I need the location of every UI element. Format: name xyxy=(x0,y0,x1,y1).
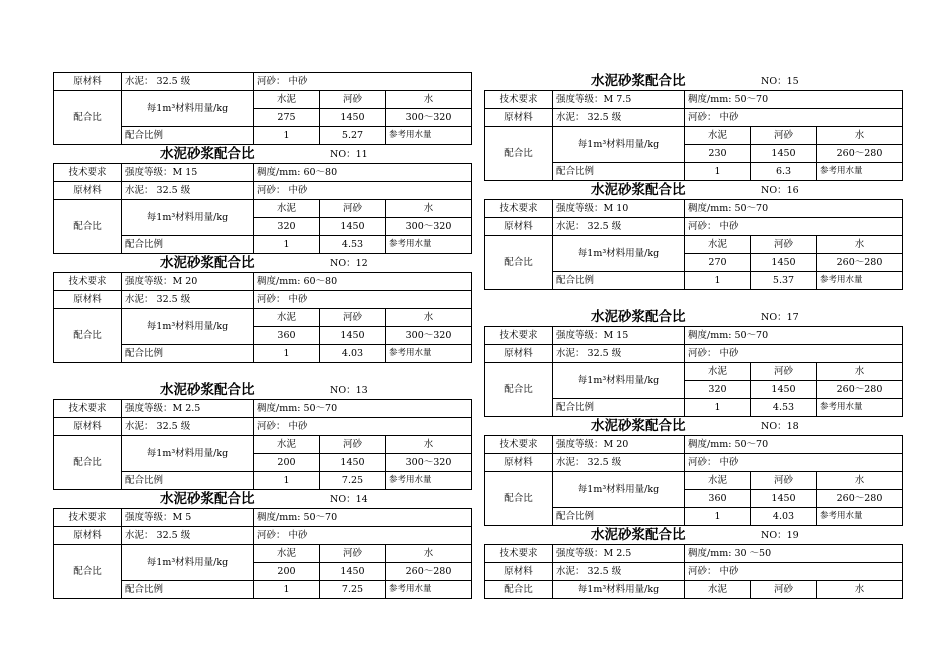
cement-header: 水泥 xyxy=(685,363,751,381)
block-title-row xyxy=(53,381,471,399)
block-title-row xyxy=(484,417,902,435)
block-number: NO：11 xyxy=(330,149,368,160)
cement-header: 水泥 xyxy=(254,545,320,563)
mix-ratio-label: 配合比 xyxy=(54,200,122,254)
mix-table xyxy=(53,72,472,145)
sand-value: 1450 xyxy=(320,327,386,345)
reference-water: 参考用水量 xyxy=(817,163,903,181)
ratio-label: 配合比例 xyxy=(553,508,685,526)
cement-value: 270 xyxy=(685,254,751,272)
ratio-cement: 1 xyxy=(685,508,751,526)
sand-type: 河砂： 中砂 xyxy=(685,454,903,472)
cement-value: 360 xyxy=(685,490,751,508)
block-number: NO：12 xyxy=(330,258,368,269)
tech-req-label: 技术要求 xyxy=(485,436,553,454)
mix-ratio-label: 配合比 xyxy=(485,127,553,181)
cement-value: 200 xyxy=(254,454,320,472)
reference-water: 参考用水量 xyxy=(386,127,472,145)
ratio-sand: 5.27 xyxy=(320,127,386,145)
water-value: 260～280 xyxy=(386,563,472,581)
ratio-sand: 7.25 xyxy=(320,472,386,490)
water-value: 260～280 xyxy=(817,381,903,399)
mix-ratio-label: 配合比 xyxy=(54,545,122,599)
cement-value: 230 xyxy=(685,145,751,163)
reference-water: 参考用水量 xyxy=(817,272,903,290)
block-title-row xyxy=(53,145,471,163)
strength-grade: 强度等级：M 20 xyxy=(553,436,685,454)
tech-req-label: 技术要求 xyxy=(54,509,122,527)
water-header: 水 xyxy=(817,581,903,599)
water-header: 水 xyxy=(386,200,472,218)
sand-type: 河砂： 中砂 xyxy=(685,109,903,127)
mix-table xyxy=(484,90,903,181)
sand-type: 河砂： 中砂 xyxy=(685,345,903,363)
sand-type: 河砂： 中砂 xyxy=(685,218,903,236)
consistency: 稠度/mm: 30 ～50 xyxy=(685,545,903,563)
block-number: NO：13 xyxy=(330,385,368,396)
mix-ratio-label: 配合比 xyxy=(54,309,122,363)
cement-grade: 水泥： 32.5 级 xyxy=(122,73,254,91)
mix-table xyxy=(53,272,472,363)
reference-water: 参考用水量 xyxy=(817,508,903,526)
ratio-cement: 1 xyxy=(685,272,751,290)
mix-ratio-label: 配合比 xyxy=(485,236,553,290)
raw-material-label: 原材料 xyxy=(485,563,553,581)
sand-header: 河砂 xyxy=(751,236,817,254)
consistency: 稠度/mm: 50～70 xyxy=(685,327,903,345)
block-title: 水泥砂浆配合比 xyxy=(591,73,686,89)
block-title-row xyxy=(484,181,902,199)
usage-label: 每1m³材料用量/kg xyxy=(122,91,254,127)
water-header: 水 xyxy=(386,91,472,109)
raw-material-label: 原材料 xyxy=(54,418,122,436)
sand-type: 河砂： 中砂 xyxy=(254,527,472,545)
block-title-row xyxy=(53,254,471,272)
block-number: NO：19 xyxy=(761,530,799,541)
sand-header: 河砂 xyxy=(320,200,386,218)
mix-ratio-label: 配合比 xyxy=(54,436,122,490)
ratio-cement: 1 xyxy=(685,399,751,417)
block-title-row xyxy=(484,308,902,326)
cement-value: 200 xyxy=(254,563,320,581)
ratio-cement: 1 xyxy=(254,581,320,599)
water-value: 260～280 xyxy=(817,490,903,508)
ratio-cement: 1 xyxy=(254,345,320,363)
usage-label: 每1m³材料用量/kg xyxy=(122,200,254,236)
sand-value: 1450 xyxy=(320,454,386,472)
cement-value: 320 xyxy=(254,218,320,236)
ratio-sand: 7.25 xyxy=(320,581,386,599)
usage-label: 每1m³材料用量/kg xyxy=(122,309,254,345)
mix-table xyxy=(53,163,472,254)
reference-water: 参考用水量 xyxy=(386,472,472,490)
block-title-row xyxy=(53,490,471,508)
ratio-label: 配合比例 xyxy=(122,581,254,599)
tech-req-label: 技术要求 xyxy=(485,91,553,109)
block-title: 水泥砂浆配合比 xyxy=(591,309,686,325)
cement-grade: 水泥： 32.5 级 xyxy=(553,563,685,581)
cement-header: 水泥 xyxy=(685,236,751,254)
cement-value: 275 xyxy=(254,109,320,127)
cement-value: 360 xyxy=(254,327,320,345)
tech-req-label: 技术要求 xyxy=(485,200,553,218)
raw-material-label: 原材料 xyxy=(54,182,122,200)
tech-req-label: 技术要求 xyxy=(485,545,553,563)
ratio-cement: 1 xyxy=(685,163,751,181)
cement-header: 水泥 xyxy=(254,436,320,454)
consistency: 稠度/mm: 50～70 xyxy=(254,509,472,527)
sand-value: 1450 xyxy=(751,254,817,272)
raw-material-label: 原材料 xyxy=(54,73,122,91)
sand-header: 河砂 xyxy=(320,309,386,327)
block-title: 水泥砂浆配合比 xyxy=(160,146,255,162)
sand-header: 河砂 xyxy=(320,545,386,563)
reference-water: 参考用水量 xyxy=(386,236,472,254)
raw-material-label: 原材料 xyxy=(485,454,553,472)
mix-table xyxy=(484,435,903,526)
sand-type: 河砂： 中砂 xyxy=(685,563,903,581)
sand-header: 河砂 xyxy=(751,581,817,599)
raw-material-label: 原材料 xyxy=(485,345,553,363)
cement-header: 水泥 xyxy=(254,200,320,218)
strength-grade: 强度等级：M 2.5 xyxy=(553,545,685,563)
cement-grade: 水泥： 32.5 级 xyxy=(122,291,254,309)
block-number: NO：15 xyxy=(761,76,799,87)
block-number: NO：14 xyxy=(330,494,368,505)
consistency: 稠度/mm: 50～70 xyxy=(685,91,903,109)
water-value: 300～320 xyxy=(386,218,472,236)
sand-value: 1450 xyxy=(320,563,386,581)
raw-material-label: 原材料 xyxy=(485,218,553,236)
reference-water: 参考用水量 xyxy=(386,581,472,599)
water-header: 水 xyxy=(386,309,472,327)
consistency: 稠度/mm: 60～80 xyxy=(254,164,472,182)
water-header: 水 xyxy=(386,436,472,454)
block-title: 水泥砂浆配合比 xyxy=(591,418,686,434)
usage-label: 每1m³材料用量/kg xyxy=(553,363,685,399)
sand-header: 河砂 xyxy=(751,127,817,145)
sand-type: 河砂： 中砂 xyxy=(254,182,472,200)
sand-header: 河砂 xyxy=(320,91,386,109)
water-value: 260～280 xyxy=(817,145,903,163)
mix-ratio-label: 配合比 xyxy=(54,91,122,145)
sand-value: 1450 xyxy=(320,109,386,127)
consistency: 稠度/mm: 60～80 xyxy=(254,273,472,291)
ratio-label: 配合比例 xyxy=(122,472,254,490)
ratio-sand: 4.53 xyxy=(320,236,386,254)
sand-type: 河砂： 中砂 xyxy=(254,291,472,309)
block-title: 水泥砂浆配合比 xyxy=(160,491,255,507)
water-header: 水 xyxy=(386,545,472,563)
mix-table xyxy=(484,199,903,290)
mix-table xyxy=(53,508,472,599)
ratio-sand: 4.03 xyxy=(751,508,817,526)
mix-ratio-label: 配合比 xyxy=(485,363,553,417)
strength-grade: 强度等级：M 15 xyxy=(553,327,685,345)
ratio-cement: 1 xyxy=(254,127,320,145)
usage-label: 每1m³材料用量/kg xyxy=(553,472,685,508)
ratio-label: 配合比例 xyxy=(553,163,685,181)
ratio-cement: 1 xyxy=(254,472,320,490)
block-title: 水泥砂浆配合比 xyxy=(591,527,686,543)
strength-grade: 强度等级：M 7.5 xyxy=(553,91,685,109)
water-value: 300～320 xyxy=(386,454,472,472)
water-value: 260～280 xyxy=(817,254,903,272)
cement-grade: 水泥： 32.5 级 xyxy=(553,454,685,472)
water-value: 300～320 xyxy=(386,327,472,345)
usage-label: 每1m³材料用量/kg xyxy=(553,236,685,272)
block-title-row xyxy=(484,72,902,90)
tech-req-label: 技术要求 xyxy=(485,327,553,345)
strength-grade: 强度等级：M 10 xyxy=(553,200,685,218)
block-number: NO：16 xyxy=(761,185,799,196)
mix-ratio-label: 配合比 xyxy=(485,472,553,526)
right-column xyxy=(484,0,902,672)
cement-grade: 水泥： 32.5 级 xyxy=(122,182,254,200)
water-value: 300～320 xyxy=(386,109,472,127)
water-header: 水 xyxy=(817,236,903,254)
consistency: 稠度/mm: 50～70 xyxy=(685,436,903,454)
ratio-cement: 1 xyxy=(254,236,320,254)
sand-type: 河砂： 中砂 xyxy=(254,418,472,436)
strength-grade: 强度等级：M 20 xyxy=(122,273,254,291)
block-number: NO：18 xyxy=(761,421,799,432)
left-column xyxy=(53,0,471,672)
strength-grade: 强度等级：M 15 xyxy=(122,164,254,182)
tech-req-label: 技术要求 xyxy=(54,400,122,418)
ratio-label: 配合比例 xyxy=(122,236,254,254)
sand-header: 河砂 xyxy=(751,472,817,490)
tech-req-label: 技术要求 xyxy=(54,164,122,182)
mix-table xyxy=(484,326,903,417)
block-title: 水泥砂浆配合比 xyxy=(591,182,686,198)
cement-grade: 水泥： 32.5 级 xyxy=(553,345,685,363)
sand-value: 1450 xyxy=(751,381,817,399)
mix-ratio-label: 配合比 xyxy=(485,581,553,599)
sand-value: 1450 xyxy=(320,218,386,236)
water-header: 水 xyxy=(817,127,903,145)
block-title-row xyxy=(484,526,902,544)
reference-water: 参考用水量 xyxy=(386,345,472,363)
ratio-label: 配合比例 xyxy=(553,272,685,290)
cement-header: 水泥 xyxy=(254,309,320,327)
ratio-label: 配合比例 xyxy=(553,399,685,417)
strength-grade: 强度等级：M 2.5 xyxy=(122,400,254,418)
sand-header: 河砂 xyxy=(320,436,386,454)
usage-label: 每1m³材料用量/kg xyxy=(553,127,685,163)
sand-type: 河砂： 中砂 xyxy=(254,73,472,91)
water-header: 水 xyxy=(817,472,903,490)
usage-label: 每1m³材料用量/kg xyxy=(122,436,254,472)
sand-header: 河砂 xyxy=(751,363,817,381)
cement-header: 水泥 xyxy=(685,472,751,490)
block-number: NO：17 xyxy=(761,312,799,323)
cement-grade: 水泥： 32.5 级 xyxy=(122,418,254,436)
ratio-sand: 4.53 xyxy=(751,399,817,417)
mix-table xyxy=(484,544,903,599)
cement-grade: 水泥： 32.5 级 xyxy=(553,109,685,127)
mix-table xyxy=(53,399,472,490)
sand-value: 1450 xyxy=(751,490,817,508)
tech-req-label: 技术要求 xyxy=(54,273,122,291)
consistency: 稠度/mm: 50～70 xyxy=(685,200,903,218)
ratio-label: 配合比例 xyxy=(122,345,254,363)
ratio-label: 配合比例 xyxy=(122,127,254,145)
strength-grade: 强度等级：M 5 xyxy=(122,509,254,527)
ratio-sand: 5.37 xyxy=(751,272,817,290)
ratio-sand: 6.3 xyxy=(751,163,817,181)
block-title: 水泥砂浆配合比 xyxy=(160,382,255,398)
raw-material-label: 原材料 xyxy=(54,291,122,309)
cement-value: 320 xyxy=(685,381,751,399)
sand-value: 1450 xyxy=(751,145,817,163)
usage-label: 每1m³材料用量/kg xyxy=(122,545,254,581)
cement-grade: 水泥： 32.5 级 xyxy=(122,527,254,545)
water-header: 水 xyxy=(817,363,903,381)
block-title: 水泥砂浆配合比 xyxy=(160,255,255,271)
cement-header: 水泥 xyxy=(685,127,751,145)
raw-material-label: 原材料 xyxy=(485,109,553,127)
cement-header: 水泥 xyxy=(685,581,751,599)
ratio-sand: 4.03 xyxy=(320,345,386,363)
cement-header: 水泥 xyxy=(254,91,320,109)
reference-water: 参考用水量 xyxy=(817,399,903,417)
consistency: 稠度/mm: 50～70 xyxy=(254,400,472,418)
raw-material-label: 原材料 xyxy=(54,527,122,545)
usage-label: 每1m³材料用量/kg xyxy=(553,581,685,599)
cement-grade: 水泥： 32.5 级 xyxy=(553,218,685,236)
